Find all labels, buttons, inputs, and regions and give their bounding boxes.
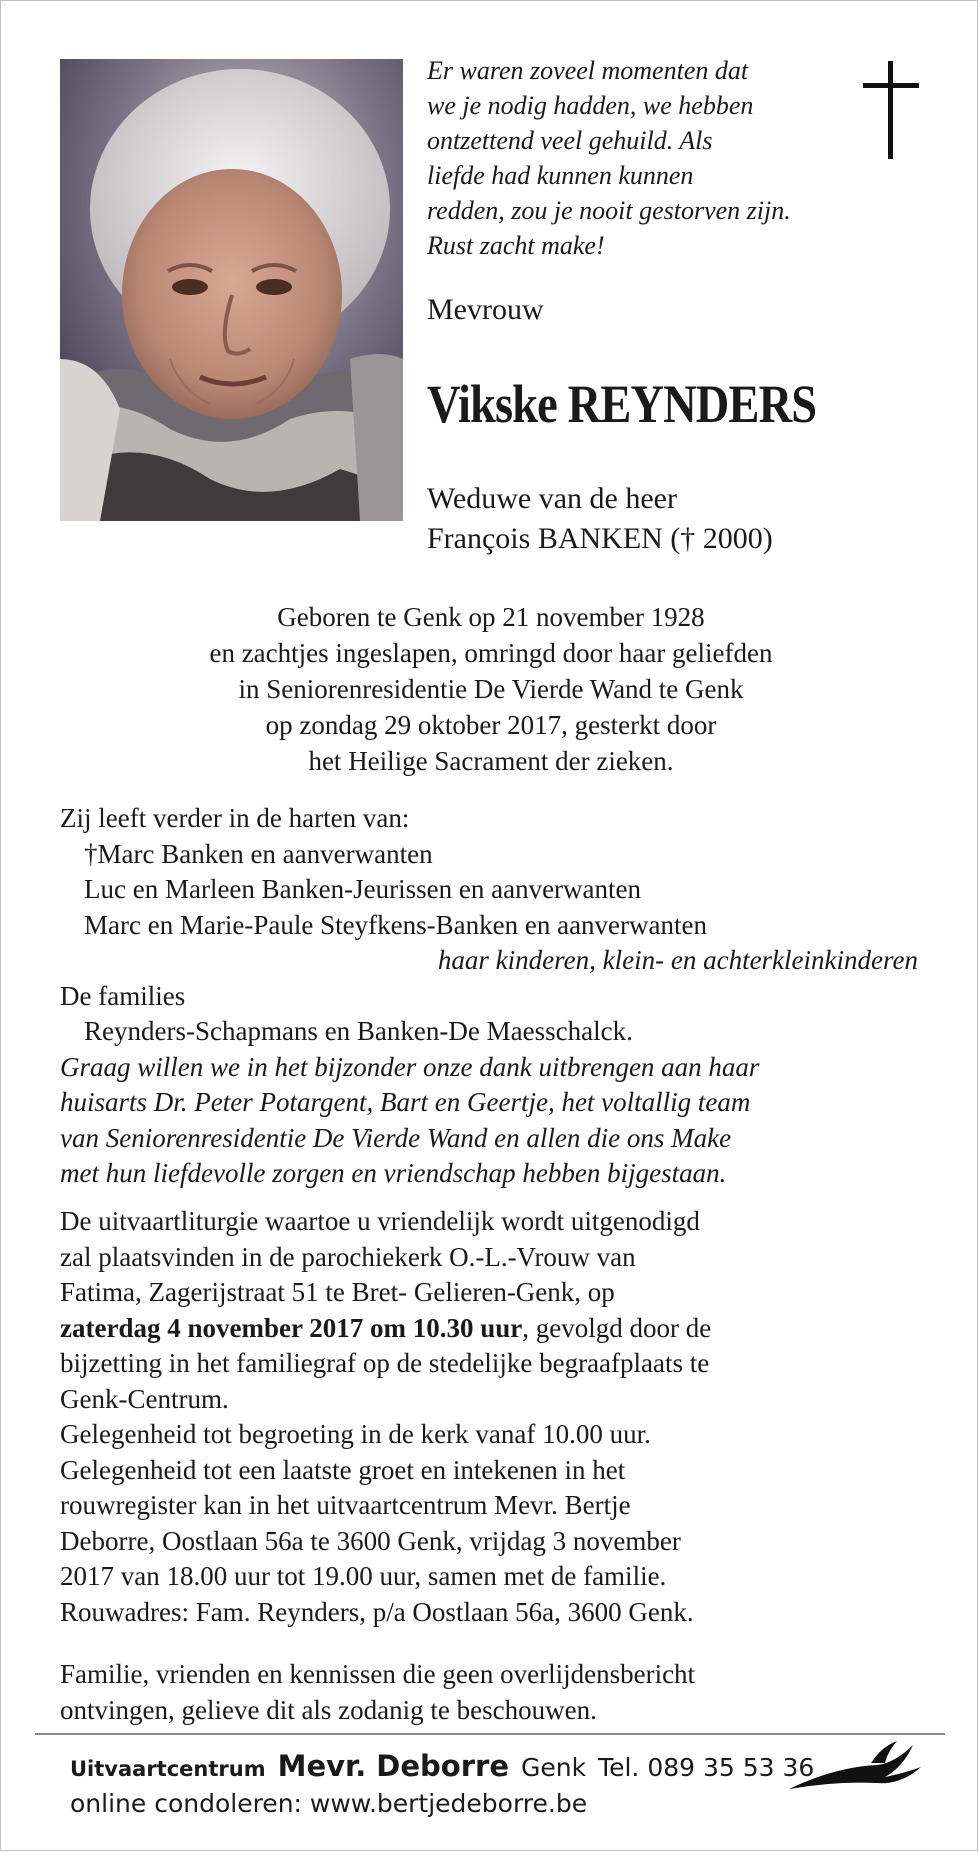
- footer-divider: [35, 1733, 945, 1735]
- funeral-line: De uitvaartliturgie waartoe u vriendelijk wordt uitgenodigd: [60, 1206, 700, 1236]
- families-names: Reynders-Schapmans en Banken-De Maesschalck.: [84, 1016, 633, 1046]
- swallow-logo-icon: [785, 1737, 925, 1797]
- funeral-date: zaterdag 4 november 2017 om 10.30 uur: [60, 1312, 523, 1343]
- funeral-line: Genk-Centrum.: [60, 1383, 229, 1414]
- memorial-poem: [427, 53, 867, 263]
- closing-line: Familie, vrienden en kennissen die geen overlijdensbericht: [60, 1659, 696, 1689]
- poem-line: Rust zacht make!: [427, 231, 605, 260]
- portrait-illustration: [60, 59, 403, 521]
- widow-of: [427, 479, 773, 559]
- widow-line: François BANKEN († 2000): [427, 522, 773, 555]
- family-member: Marc en Marie-Paule Steyfkens-Banken en aanverwanten: [84, 909, 707, 940]
- notice-line: en zachtjes ingeslapen, omringd door haar geliefden: [209, 638, 773, 668]
- notice-line: het Heilige Sacrament der zieken.: [308, 746, 674, 776]
- footer-label: Uitvaartcentrum: [70, 1757, 266, 1781]
- family-intro: Zij leeft verder in de harten van:: [60, 803, 410, 833]
- funeral-line: zal plaatsvinden in de parochiekerk O.-L.-Vrouw van: [60, 1241, 636, 1272]
- funeral-line: [60, 1311, 940, 1347]
- family-member: †Marc Banken en aanverwanten: [84, 838, 433, 869]
- deceased-name: Vikske REYNDERS: [427, 374, 817, 434]
- funeral-line: 2017 van 18.00 uur tot 19.00 uur, samen met de familie.: [60, 1561, 667, 1591]
- funeral-line-rest: , gevolgd door de: [522, 1312, 712, 1343]
- families-label: De families: [60, 980, 186, 1011]
- notice-line: op zondag 29 oktober 2017, gesterkt door: [265, 710, 717, 740]
- poem-line: liefde had kunnen kunnen: [427, 161, 694, 190]
- funeral-line: bijzetting in het familiegraf op de stedelijke begraafplaats te: [60, 1348, 710, 1378]
- poem-line: ontzettend veel gehuild. Als: [427, 126, 713, 155]
- widow-line: Weduwe van de heer: [427, 482, 677, 515]
- funeral-line: Gelegenheid tot begroeting in de kerk vanaf 10.00 uur.: [60, 1419, 651, 1449]
- honorific: Mevrouw: [427, 293, 544, 326]
- poem-line: redden, zou je nooit gestorven zijn.: [427, 196, 791, 225]
- footer-line: [70, 1749, 814, 1783]
- footer-city: Genk: [521, 1753, 587, 1782]
- poem-line: we je nodig hadden, we hebben: [427, 91, 754, 120]
- family-section: [60, 801, 930, 1192]
- footer-online-condolences[interactable]: online condoleren: www.bertjedeborre.be: [70, 1789, 588, 1818]
- poem-line: Er waren zoveel momenten dat: [427, 56, 749, 85]
- family-member: Luc en Marleen Banken-Jeurissen en aanverwanten: [84, 874, 642, 904]
- funeral-line: Gelegenheid tot een laatste groet en intekenen in het: [60, 1454, 626, 1485]
- funeral-line: Deborre, Oostlaan 56a te 3600 Genk, vrijdag 3 november: [60, 1525, 681, 1556]
- latin-cross-icon: [863, 61, 919, 163]
- thanks-line: Graag willen we in het bijzonder onze dank uitbrengen aan haar: [60, 1051, 760, 1082]
- thanks-line: van Seniorenresidentie De Vierde Wand en allen die ons Make: [60, 1122, 732, 1153]
- notice-line: Geboren te Genk op 21 november 1928: [277, 602, 705, 632]
- thanks-line: met hun liefdevolle zorgen en vriendschap hebben bijgestaan.: [60, 1158, 727, 1188]
- portrait-photo: [60, 59, 403, 521]
- funeral-line: Fatima, Zagerijstraat 51 te Bret- Gelieren-Genk, op: [60, 1277, 615, 1307]
- children-caption: haar kinderen, klein- en achterkleinkinderen: [437, 945, 918, 975]
- footer-brand: Mevr. Deborre: [277, 1749, 509, 1783]
- closing-line: ontvingen, gelieve dit als zodanig te beschouwen.: [60, 1694, 597, 1725]
- funeral-line: Rouwadres: Fam. Reynders, p/a Oostlaan 56a, 3600 Genk.: [60, 1596, 694, 1627]
- funeral-line: rouwregister kan in het uitvaartcentrum Mevr. Bertje: [60, 1490, 631, 1520]
- notice-line: in Seniorenresidentie De Vierde Wand te Genk: [238, 674, 744, 704]
- birth-death-notice: [1, 599, 980, 779]
- footer-phone: Tel. 089 35 53 36: [598, 1753, 815, 1782]
- closing-note: [60, 1657, 940, 1728]
- funeral-home-footer: [70, 1749, 814, 1818]
- thanks-line: huisarts Dr. Peter Potargent, Bart en Geertje, het voltallig team: [60, 1087, 751, 1117]
- funeral-details: [60, 1204, 940, 1630]
